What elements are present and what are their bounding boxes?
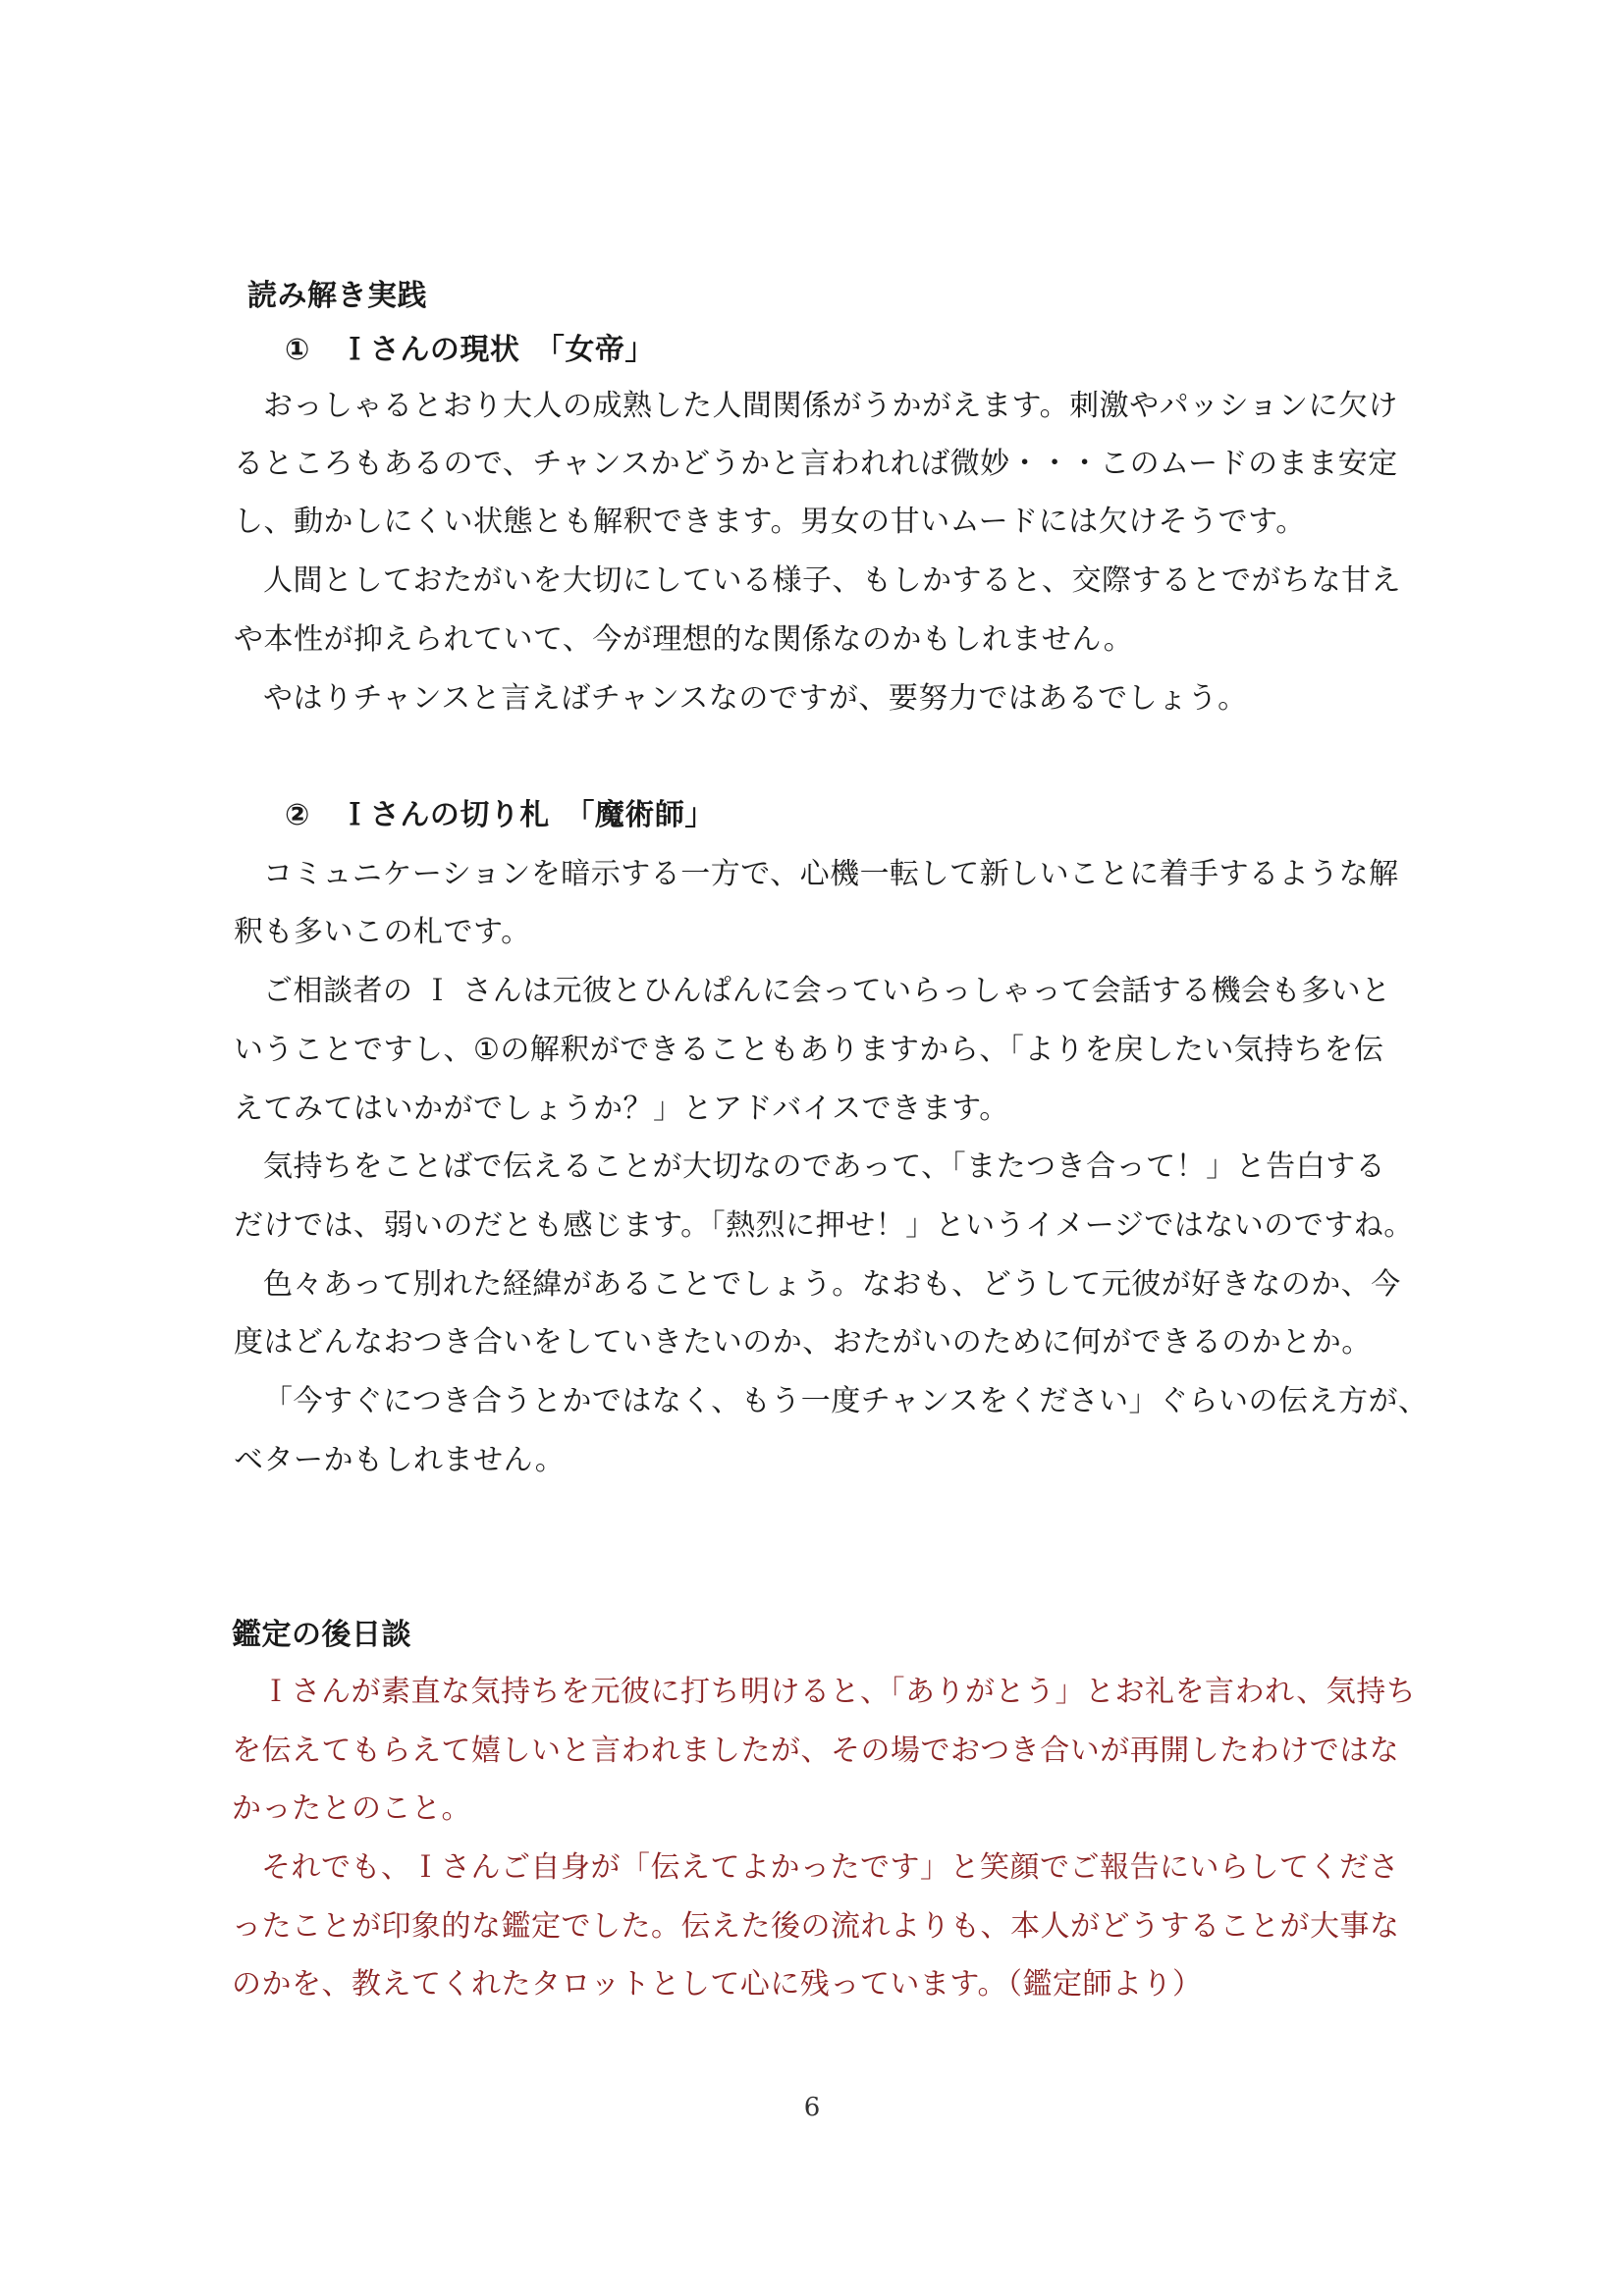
paragraph-line: ベターかもしれません。: [234, 1443, 566, 1477]
page-number: 6: [803, 2093, 821, 2122]
paragraph-line: 人間としておたがいを大切にしている様子、もしかすると、交際するとでがちな甘え: [263, 563, 1401, 598]
paragraph-line: るところもあるので、チャンスかどうかと言われれば微妙・・・このムードのまま安定: [234, 447, 1398, 481]
paragraph-line: 度はどんなおつき合いをしていきたいのか、おたがいのために何ができるのかとか。: [234, 1325, 1372, 1360]
subheading-trump-card: ② Ｉさんの切り札 「魔術師」: [285, 798, 715, 832]
paragraph-line: えてみてはいかがでしょうか？」とアドバイスできます。: [234, 1092, 1009, 1126]
paragraph-line: ご相談者の Ｉ さんは元彼とひんぱんに会っていらっしゃって会話する機会も多いと: [263, 974, 1391, 1008]
subheading-current-state: ① Ｉさんの現状 「女帝」: [285, 333, 655, 367]
paragraph-line: やはりチャンスと言えばチャンスなのですが、要努力ではあるでしょう。: [263, 681, 1248, 716]
paragraph-line-red: を伝えてもらえて嬉しいと言われましたが、その場でおつき合いが再開したわけではな: [232, 1734, 1400, 1768]
paragraph-line-red: ったことが印象的な鑑定でした。伝えた後の流れよりも、本人がどうすることが大事な: [232, 1909, 1400, 1944]
paragraph-line: おっしゃるとおり大人の成熟した人間関係がうかがえます。刺激やパッションに欠け: [263, 389, 1398, 423]
paragraph-line: 気持ちをことばで伝えることが大切なのであって、「またつき合って！」と告白する: [263, 1149, 1386, 1184]
paragraph-line: 釈も多いこの札です。: [234, 915, 531, 949]
paragraph-line: だけでは、弱いのだとも感じます。「熱烈に押せ！」というイメージではないのですね。: [234, 1208, 1414, 1243]
paragraph-line: 「今すぐにつき合うとかではなく、もう一度チャンスをください」ぐらいの伝え方が、: [263, 1384, 1429, 1418]
paragraph-line: コミュニケーションを暗示する一方で、心機一転して新しいことに着手するような解: [263, 857, 1399, 891]
paragraph-line: し、動かしにくい状態とも解釈できます。男女の甘いムードには欠けそうです。: [234, 505, 1306, 539]
section-heading-reading-practice: 読み解き実践: [247, 279, 427, 313]
paragraph-line-red: それでも、Ｉさんご自身が「伝えてよかったです」と笑顔でご報告にいらしてくださ: [261, 1850, 1399, 1885]
paragraph-line: や本性が抑えられていて、今が理想的な関係なのかもしれません。: [234, 622, 1134, 657]
paragraph-line: いうことですし、①の解釈ができることもありますから、「よりを戻したい気持ちを伝: [234, 1033, 1384, 1067]
paragraph-line-red: かったとのこと。: [232, 1791, 471, 1826]
section-heading-aftermath: 鑑定の後日談: [232, 1618, 411, 1652]
paragraph-line-red: Ｉさんが素直な気持ちを元彼に打ち明けると、「ありがとう」とお礼を言われ、気持ち: [261, 1675, 1417, 1709]
paragraph-line: 色々あって別れた経緯があることでしょう。なおも、どうして元彼が好きなのか、今: [263, 1267, 1401, 1302]
paragraph-line-red: のかを、教えてくれたタロットとして心に残っています。（鑑定師より）: [232, 1967, 1203, 2002]
